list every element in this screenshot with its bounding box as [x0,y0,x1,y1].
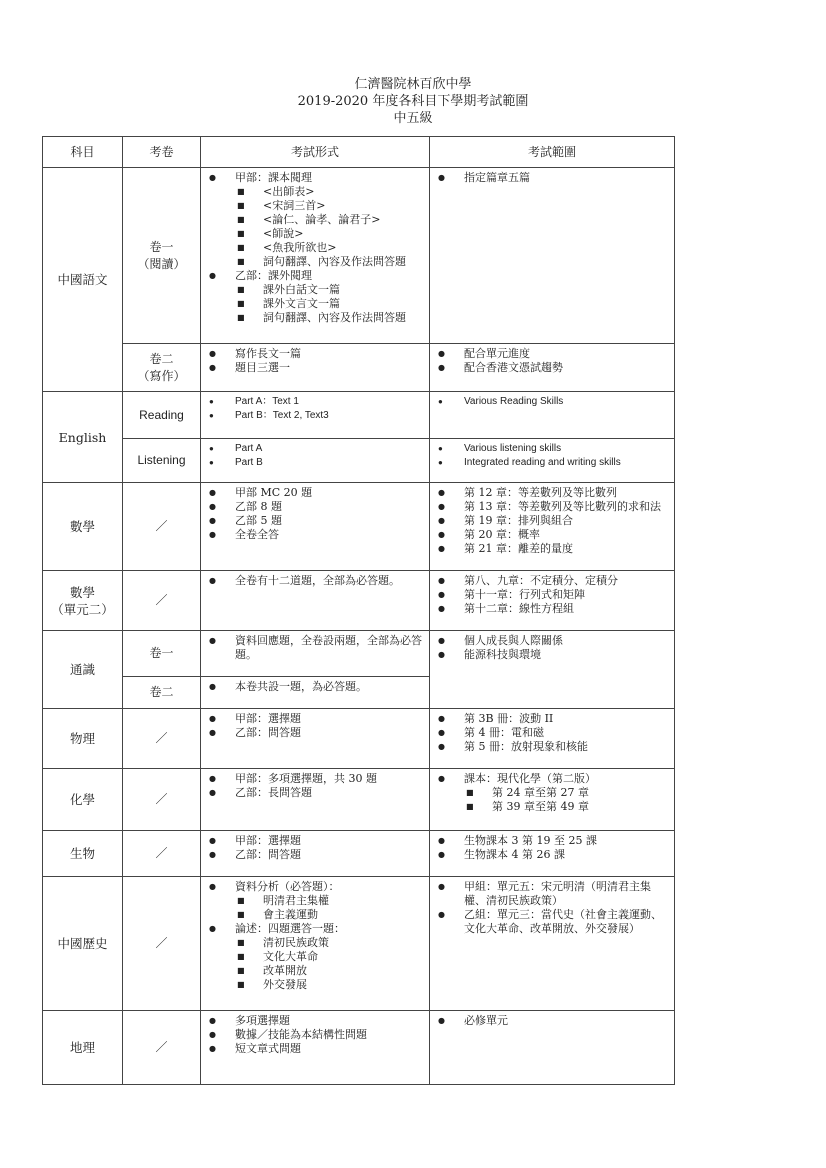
list-item: ● 第 4 冊：電和磁 [434,726,670,740]
subject-name: 數學 [69,584,95,600]
format-cell [201,344,430,392]
paper-cell [123,392,201,439]
scope-cell [430,831,675,877]
list-item: ● 乙組：單元三：當代史（社會主義運動、文化大革命、改革開放、外交發展） [434,908,670,936]
bullet-list [201,483,429,545]
list-item: ● 乙部：課外閱理 [205,269,425,283]
bullet-list [201,392,429,426]
list-item: ● 第 19 章：排列與組合 [434,514,670,528]
subject-bio: 生物 [43,831,123,877]
subject-chem: 化學 [43,769,123,831]
list-item: ● 題目三選一 [205,361,425,375]
bullet-list [430,392,674,412]
list-item: ■ <出師表> [205,185,425,199]
column-header-format: 考試形式 [201,137,430,168]
list-item: ■ 外交發展 [205,978,425,992]
list-item: ● 甲組：單元五：宋元明清（明清君主集權、清初民族政策） [434,880,670,908]
list-item: ● 能源科技與環境 [434,648,670,662]
exam-scope-table [42,136,675,1085]
bullet-list [430,709,674,757]
list-item: ● 第 5 冊：放射現象和核能 [434,740,670,754]
list-item: ● 第 20 章：概率 [434,528,670,542]
list-item: ● 個人成長與人際關係 [434,634,670,648]
list-item: ● Various Reading Skills [434,395,670,409]
list-item: ● 乙部：長問答題 [205,786,425,800]
subject-math-m2 [43,571,123,631]
format-cell [201,392,430,439]
paper-name: Listening [137,453,186,467]
bullet-list [201,769,429,803]
list-item: ● 第 13 章：等差數列及等比數列的求和法 [434,500,670,514]
list-item: ● 乙部：問答題 [205,848,425,862]
table-row [43,439,675,483]
paper-cell: ／ [123,571,201,631]
list-item: ● 全卷有十二道題，全部為必答題。 [205,574,425,588]
bullet-list [201,631,429,665]
list-item: ● 寫作長文一篇 [205,347,425,361]
list-item: ● 生物課本 4 第 26 課 [434,848,670,862]
list-item: ● 乙部：問答題 [205,726,425,740]
scope-cell [430,709,675,769]
bullet-list [201,168,429,328]
scope-cell [430,877,675,1011]
scope-cell [430,168,675,344]
paper-cell: ／ [123,769,201,831]
list-item: ■ 第 39 章至第 49 章 [434,800,670,814]
subject-chinese: 中國語文 [43,168,123,392]
format-cell [201,877,430,1011]
bullet-list [430,631,674,665]
list-item: ● 第 3B 冊：波動 II [434,712,670,726]
list-item: ● 第八、九章：不定積分、定積分 [434,574,670,588]
scope-cell [430,392,675,439]
paper-cell: ／ [123,483,201,571]
scope-cell [430,631,675,709]
list-item: ■ 會主義運動 [205,908,425,922]
paper-cell: 卷二 [123,677,201,709]
bullet-list [201,677,429,697]
format-cell [201,831,430,877]
bullet-list [430,439,674,473]
list-item: ● 配合香港文憑試趨勢 [434,361,670,375]
list-item: ■ 改革開放 [205,964,425,978]
paper-cell: ／ [123,1011,201,1085]
format-cell [201,677,430,709]
scope-cell [430,344,675,392]
list-item: ● 本卷共設一題，為必答題。 [205,680,425,694]
list-item: ■ <魚我所欲也> [205,241,425,255]
list-item: ● 課本：現代化學（第二版） [434,772,670,786]
list-item: ● Part A：Text 1 [205,395,425,409]
bullet-list [201,439,429,473]
paper-name: 卷一 [149,239,174,254]
list-item: ■ 詞句翻譯、內容及作法問答題 [205,255,425,269]
bullet-list [430,483,674,559]
table-row [43,344,675,392]
list-item: ● 生物課本 3 第 19 至 25 課 [434,834,670,848]
list-item: ● 全卷全答 [205,528,425,542]
format-cell [201,631,430,677]
bullet-list [430,168,674,188]
bullet-list [430,571,674,619]
list-item: ■ 清初民族政策 [205,936,425,950]
list-item: ● 配合單元進度 [434,347,670,361]
bullet-list [430,831,674,865]
list-item: ● 甲部 MC 20 題 [205,486,425,500]
column-header-paper: 考卷 [123,137,201,168]
list-item: ■ 第 24 章至第 27 章 [434,786,670,800]
bullet-list [201,344,429,378]
table-header-row [43,137,675,168]
subject-geography: 地理 [43,1011,123,1085]
paper-cell: ／ [123,709,201,769]
paper-cell [123,439,201,483]
scope-cell [430,483,675,571]
table-row [43,877,675,1011]
document-title: 2019-2020 年度各科目下學期考試範圍 [297,94,529,109]
list-item: ● Integrated reading and writing skills [434,456,670,470]
subject-physics: 物理 [43,709,123,769]
column-header-scope: 考試範圍 [430,137,675,168]
list-item: ■ 課外文言文一篇 [205,297,425,311]
list-item: ● 指定篇章五篇 [434,171,670,185]
list-item: ● 第十二章：線性方程組 [434,602,670,616]
table-row [43,571,675,631]
format-cell [201,1011,430,1085]
list-item: ● 乙部 5 題 [205,514,425,528]
format-cell [201,168,430,344]
grade-level: 中五級 [393,111,433,126]
subject-ls: 通識 [43,631,123,709]
subject-english: English [43,392,123,483]
paper-name: 卷二 [149,351,174,366]
scope-cell [430,769,675,831]
paper-subtitle: （寫作） [137,368,186,383]
subject-math: 數學 [43,483,123,571]
list-item: ● Part B：Text 2, Text3 [205,409,425,423]
format-cell [201,769,430,831]
subject-chinese-history: 中國歷史 [43,877,123,1011]
bullet-list [201,1011,429,1059]
table-row [43,631,675,677]
bullet-list [201,709,429,743]
list-item: ■ 詞句翻譯、內容及作法問答題 [205,311,425,325]
format-cell [201,439,430,483]
list-item: ● Part A [205,442,425,456]
list-item: ● 第十一章：行列式和矩陣 [434,588,670,602]
list-item: ■ <論仁、論孝、論君子> [205,213,425,227]
list-item: ● 第 21 章：離差的量度 [434,542,670,556]
table-row [43,831,675,877]
table-row [43,392,675,439]
bullet-list [430,877,674,939]
list-item: ■ 明清君主集權 [205,894,425,908]
subject-subtitle: （單元二） [51,601,114,617]
list-item: ● 甲部：選擇題 [205,712,425,726]
bullet-list [201,831,429,865]
paper-cell: 卷一 [123,631,201,677]
list-item: ● 第 12 章：等差數列及等比數列 [434,486,670,500]
paper-name: Reading [139,407,184,422]
bullet-list [201,877,429,995]
list-item: ■ <師說> [205,227,425,241]
paper-cell: ／ [123,831,201,877]
list-item: ● 論述：四題選答一題： [205,922,425,936]
list-item: ● 資料回應題，全卷設兩題，全部為必答題。 [205,634,425,662]
format-cell [201,709,430,769]
scope-cell [430,571,675,631]
paper-subtitle: （閱讀） [137,256,186,271]
paper-cell [123,344,201,392]
list-item: ● 資料分析（必答題）： [205,880,425,894]
table-row [43,769,675,831]
bullet-list [430,1011,674,1031]
column-header-subject: 科目 [43,137,123,168]
bullet-list [430,769,674,817]
list-item: ● 必修單元 [434,1014,670,1028]
list-item: ● 甲部：多項選擇題，共 30 題 [205,772,425,786]
list-item: ● 甲部：選擇題 [205,834,425,848]
list-item: ● 數據／技能為本結構性問題 [205,1028,425,1042]
school-name: 仁濟醫院林百欣中學 [354,77,472,92]
scope-cell [430,439,675,483]
bullet-list [201,571,429,591]
list-item: ■ 文化大革命 [205,950,425,964]
bullet-list [430,344,674,378]
list-item: ■ 課外白話文一篇 [205,283,425,297]
paper-cell: ／ [123,877,201,1011]
table-row [43,483,675,571]
scope-cell [430,1011,675,1085]
list-item: ● 多項選擇題 [205,1014,425,1028]
format-cell [201,483,430,571]
list-item: ● 短文章式問題 [205,1042,425,1056]
list-item: ● Various listening skills [434,442,670,456]
table-row [43,1011,675,1085]
format-cell [201,571,430,631]
table-row [43,709,675,769]
table-row [43,168,675,344]
list-item: ● 乙部 8 題 [205,500,425,514]
paper-cell [123,168,201,344]
list-item: ■ <宋詞三首> [205,199,425,213]
list-item: ● 甲部：課本閱理 [205,171,425,185]
list-item: ● Part B [205,456,425,470]
